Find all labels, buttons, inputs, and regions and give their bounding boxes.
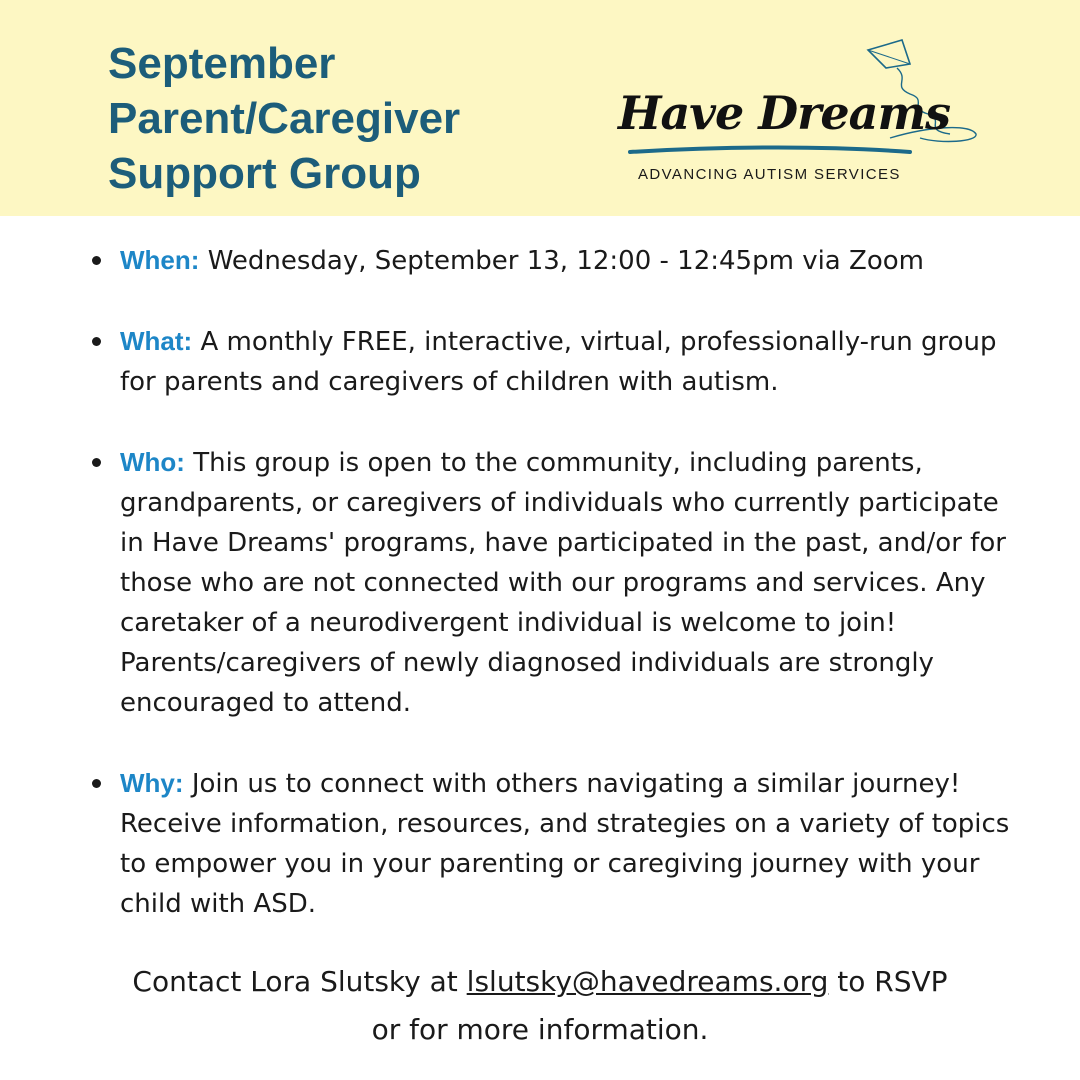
item-label: What: <box>120 326 193 356</box>
item-text: Wednesday, September 13, 12:00 - 12:45pm via Zoom <box>207 246 924 276</box>
item-text: A monthly FREE, interactive, virtual, professionally-run group for parents and caregivers of children with autism. <box>120 327 997 397</box>
title-line-2: Parent/Caregiver <box>108 94 461 143</box>
item-label: Why: <box>120 768 184 798</box>
item-text: Join us to connect with others navigating a similar journey! Receive information, resources, and strategies on a variety of topics to empower you in your parenting or caregiving journey with your child with ASD. <box>120 769 1010 919</box>
bullet-dot-icon <box>92 458 101 467</box>
contact-line-1 <box>0 958 1080 1006</box>
item-label: When: <box>120 245 200 275</box>
contact-line-2: or for more information. <box>371 1013 709 1046</box>
bullet-dot-icon <box>92 256 101 265</box>
contact-suffix: to RSVP <box>837 965 948 998</box>
item-label: Who: <box>120 447 185 477</box>
list-item-who <box>88 442 1028 723</box>
email-link[interactable]: lslutsky@havedreams.org <box>466 965 829 998</box>
list-item-why <box>88 763 1028 924</box>
contact-info <box>0 958 1080 1054</box>
header-banner <box>0 0 1080 216</box>
have-dreams-logo <box>610 38 990 188</box>
details-list <box>88 240 1028 964</box>
page-title <box>108 36 460 201</box>
title-line-1: September <box>108 39 336 88</box>
logo-wordmark: Have Dreams <box>618 86 951 140</box>
logo-tagline: ADVANCING AUTISM SERVICES <box>638 166 901 183</box>
bullet-dot-icon <box>92 337 101 346</box>
title-line-3: Support Group <box>108 149 421 198</box>
list-item-when <box>88 240 1028 281</box>
list-item-what <box>88 321 1028 402</box>
item-text: This group is open to the community, including parents, grandparents, or caregivers of individuals who currently participate in Have Dreams' programs, have participated in the past, and/or for those who are not connected with our programs and services. Any caretaker of a neurodivergent individual is welcome to join! Parents/caregivers of newly diagnosed individuals are strongly encouraged to attend. <box>120 448 1006 718</box>
contact-prefix: Contact Lora Slutsky at <box>132 965 458 998</box>
bullet-dot-icon <box>92 779 101 788</box>
